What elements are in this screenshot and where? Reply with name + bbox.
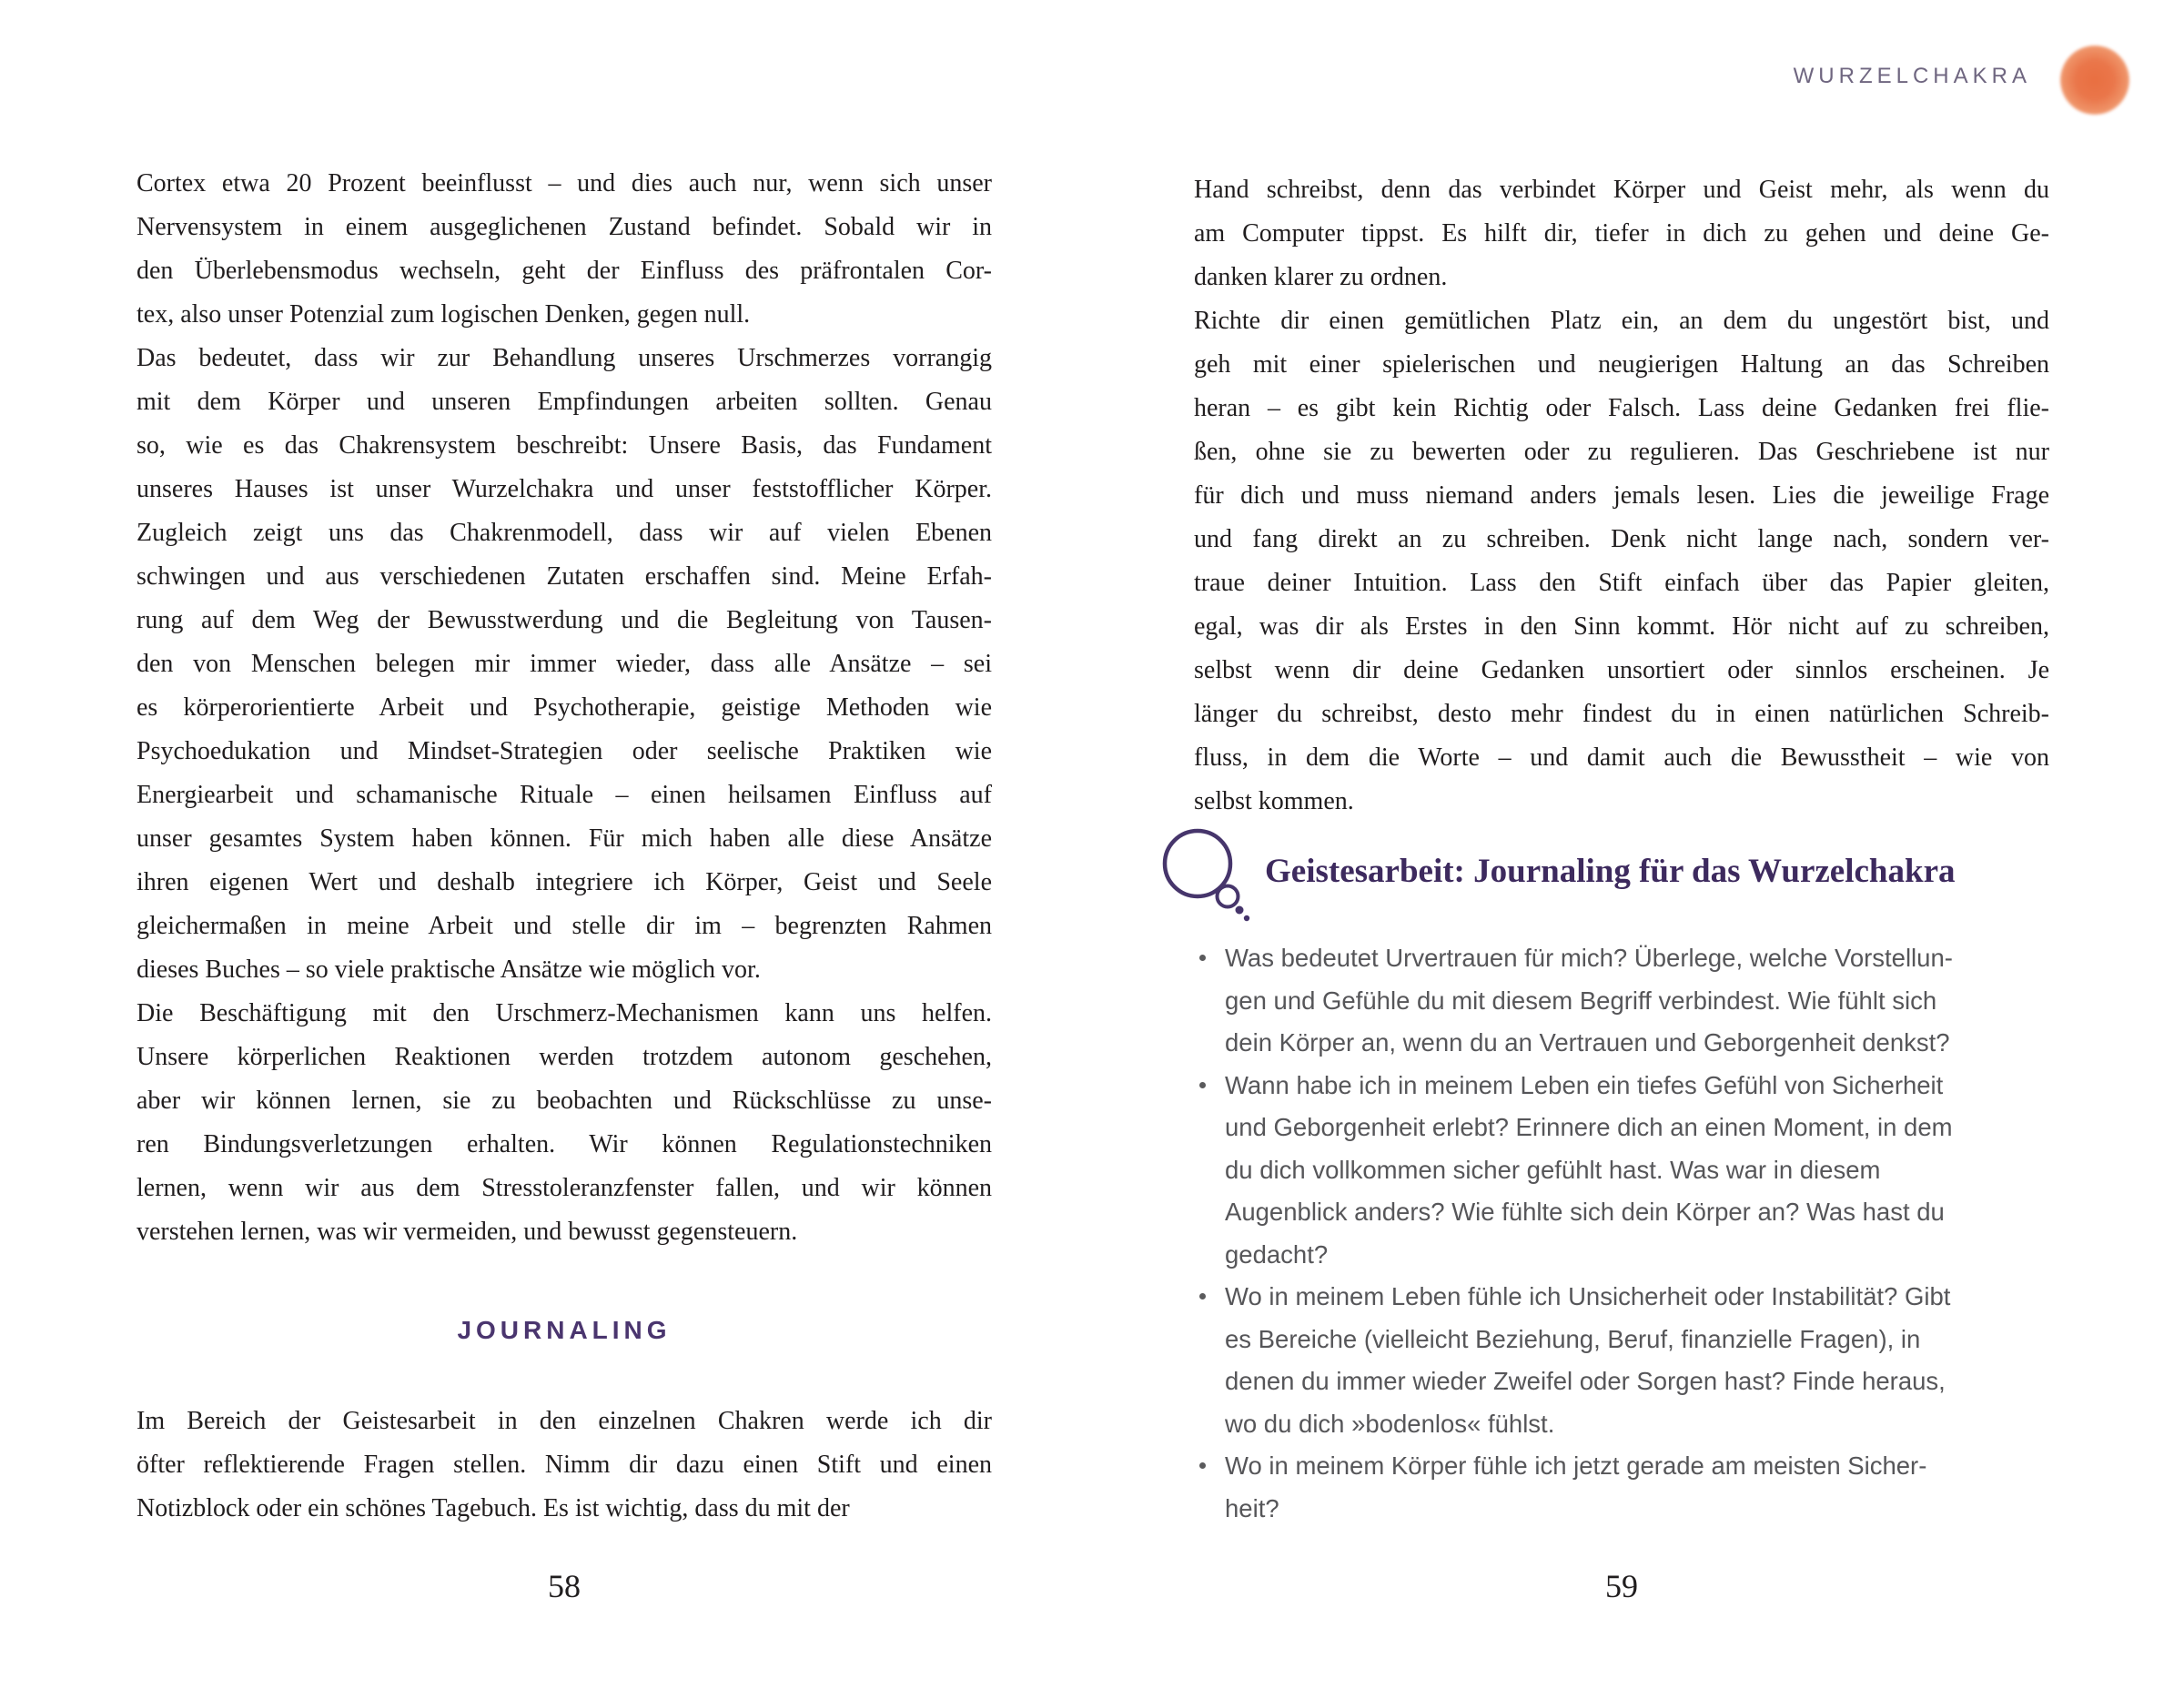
text-line: Wo in meinem Körper fühle ich jetzt gerade am meisten Sicher- [1225, 1451, 1927, 1480]
text-line: ren Bindungsverletzungen erhalten. Wir können Regulationstechniken [136, 1130, 992, 1158]
text-line: für dich und muss niemand anders jemals lesen. Lies die jeweilige Frage [1194, 481, 2049, 510]
text-line: Hand schreibst, denn das verbindet Körper und Geist mehr, als wenn du [1194, 176, 2049, 204]
text-line: du dich vollkommen sicher gefühlt hast. Was war in diesem [1225, 1155, 1881, 1184]
text-line: Zugleich zeigt uns das Chakrenmodell, dass wir auf vielen Ebenen [136, 519, 992, 547]
journaling-question-list [1194, 937, 2054, 1530]
text-line: es Bereiche (vielleicht Beziehung, Beruf, finanzielle Fragen), in [1225, 1324, 1921, 1353]
text-line: Unsere körperlichen Reaktionen werden trotzdem autonom geschehen, [136, 1043, 992, 1071]
text-line: ihren eigenen Wert und deshalb integriere ich Körper, Geist und Seele [136, 868, 992, 896]
text-line: selbst kommen. [1194, 787, 1354, 815]
text-line: Notizblock oder ein schönes Tagebuch. Es ist wichtig, dass du mit der [136, 1494, 850, 1522]
bullet-icon [1199, 955, 1206, 961]
text-line: gedacht? [1225, 1239, 1329, 1269]
text-line: danken klarer zu ordnen. [1194, 263, 1448, 291]
paragraph [1194, 168, 2049, 299]
text-line: so, wie es das Chakrensystem beschreibt: Unsere Basis, das Fundament [136, 431, 992, 460]
root-chakra-dot-icon [2060, 46, 2129, 115]
text-line: schwingen und aus verschiedenen Zutaten erschaffen sind. Meine Erfah- [136, 562, 992, 591]
text-line: dein Körper an, wenn du an Vertrauen und Geborgenheit denkst? [1225, 1028, 1950, 1057]
list-item [1194, 1445, 2054, 1530]
text-line: Richte dir einen gemütlichen Platz ein, an dem du ungestört bist, und [1194, 307, 2049, 335]
bullet-icon [1199, 1462, 1206, 1469]
paragraph [136, 1400, 992, 1531]
bullet-text [1225, 1276, 2054, 1445]
text-line: öfter reflektierende Fragen stellen. Nimm dir dazu einen Stift und einen [136, 1451, 992, 1479]
list-item [1194, 1276, 2054, 1445]
paragraph [136, 337, 992, 992]
text-line: gleichermaßen in meine Arbeit und stelle dir im – begrenzten Rahmen [136, 912, 992, 940]
text-line: ßen, ohne sie zu bewerten oder zu regulieren. Das Geschriebene ist nur [1194, 438, 2049, 466]
text-line: selbst wenn dir deine Gedanken unsortiert oder sinnlos erscheinen. Je [1194, 656, 2049, 684]
text-line: tex, also unser Potenzial zum logischen Denken, gegen null. [136, 300, 751, 329]
text-line: es körperorientierte Arbeit und Psychotherapie, geistige Methoden wie [136, 693, 992, 722]
text-line: lernen, wenn wir aus dem Stresstoleranzfenster fallen, und wir können [136, 1174, 992, 1202]
right-page-body [1194, 168, 2049, 824]
text-line: und Geborgenheit erlebt? Erinnere dich an einen Moment, in dem [1225, 1113, 1953, 1141]
text-line: aber wir können lernen, sie zu beobachten und Rückschlüsse zu unse- [136, 1087, 992, 1115]
text-line: geh mit einer spielerischen und neugierigen Haltung an das Schreiben [1194, 350, 2049, 379]
text-line: Energiearbeit und schamanische Rituale – einen heilsamen Einfluss auf [136, 781, 992, 809]
section-heading-row [1159, 826, 1956, 933]
text-line: gen und Gefühle du mit diesem Begriff verbindest. Wie fühlt sich [1225, 986, 1937, 1015]
text-line: traue deiner Intuition. Lass den Stift einfach über das Papier gleiten, [1194, 569, 2049, 597]
bullet-text [1225, 937, 2054, 1065]
left-page-body [136, 162, 992, 1531]
bullet-icon [1199, 1293, 1206, 1300]
text-line: Wo in meinem Leben fühle ich Unsicherheit oder Instabilität? Gibt [1225, 1282, 1951, 1310]
text-line: länger du schreibst, desto mehr findest du in einen natürlichen Schreib- [1194, 700, 2049, 728]
list-item [1194, 1065, 2054, 1277]
text-line: Im Bereich der Geistesarbeit in den einzelnen Chakren werde ich dir [136, 1407, 992, 1435]
text-line: und fang direkt an zu schreiben. Denk nicht lange nach, sondern ver- [1194, 525, 2049, 553]
text-line: am Computer tippst. Es hilft dir, tiefer in dich zu gehen und deine Ge- [1194, 219, 2049, 248]
text-line: heran – es gibt kein Richtig oder Falsch. Lass deine Gedanken frei flie- [1194, 394, 2049, 422]
running-header: WURZELCHAKRA [1793, 64, 2031, 88]
text-line: verstehen lernen, was wir vermeiden, und bewusst gegensteuern. [136, 1218, 798, 1246]
text-line: Das bedeutet, dass wir zur Behandlung unseres Urschmerzes vorrangig [136, 344, 992, 372]
paragraph [136, 992, 992, 1254]
text-line: heit? [1225, 1493, 1279, 1522]
journaling-heading: JOURNALING [457, 1316, 672, 1344]
bullet-icon [1199, 1082, 1206, 1088]
text-line: egal, was dir als Erstes in den Sinn kommt. Hör nicht auf zu schreiben, [1194, 612, 2049, 641]
text-line: den von Menschen belegen mir immer wieder, dass alle Ansätze – sei [136, 650, 992, 678]
text-line: Nervensystem in einem ausgeglichenen Zustand befindet. Sobald wir in [136, 213, 992, 241]
text-line: denen du immer wieder Zweifel oder Sorgen hast? Finde heraus, [1225, 1367, 1946, 1395]
thought-bubble-icon [1159, 826, 1254, 933]
text-line: Psychoedukation und Mindset-Strategien oder seelische Praktiken wie [136, 737, 992, 765]
paragraph [136, 162, 992, 337]
list-item [1194, 937, 2054, 1065]
page-number-right: 59 [1605, 1568, 1638, 1604]
bullet-text [1225, 1445, 2054, 1530]
text-line: Was bedeutet Urvertrauen für mich? Überlege, welche Vorstellun- [1225, 944, 1953, 972]
paragraph [1194, 299, 2049, 824]
text-line: dieses Buches – so viele praktische Ansätze wie möglich vor. [136, 956, 761, 984]
text-line: Augenblick anders? Wie fühlte sich dein Körper an? Was hast du [1225, 1198, 1945, 1226]
page-number-left: 58 [548, 1568, 581, 1604]
text-line: den Überlebensmodus wechseln, geht der Einfluss des präfrontalen Cor- [136, 257, 992, 285]
text-line: mit dem Körper und unseren Empfindungen arbeiten sollten. Genau [136, 388, 992, 416]
text-line: Cortex etwa 20 Prozent beeinflusst – und dies auch nur, wenn sich unser [136, 169, 992, 197]
text-line: fluss, in dem die Worte – und damit auch die Bewusstheit – wie von [1194, 743, 2049, 772]
text-line: unseres Hauses ist unser Wurzelchakra und unser feststofflicher Körper. [136, 475, 992, 503]
bullet-text [1225, 1065, 2054, 1277]
section-heading: Geistesarbeit: Journaling für das Wurzelchakra [1265, 853, 1956, 890]
text-line: Wann habe ich in meinem Leben ein tiefes Gefühl von Sicherheit [1225, 1070, 1944, 1099]
text-line: Die Beschäftigung mit den Urschmerz-Mechanismen kann uns helfen. [136, 999, 992, 1027]
text-line: rung auf dem Weg der Bewusstwerdung und die Begleitung von Tausen- [136, 606, 992, 634]
text-line: wo du dich »bodenlos« fühlst. [1225, 1409, 1555, 1438]
text-line: unser gesamtes System haben können. Für mich haben alle diese Ansätze [136, 824, 992, 853]
